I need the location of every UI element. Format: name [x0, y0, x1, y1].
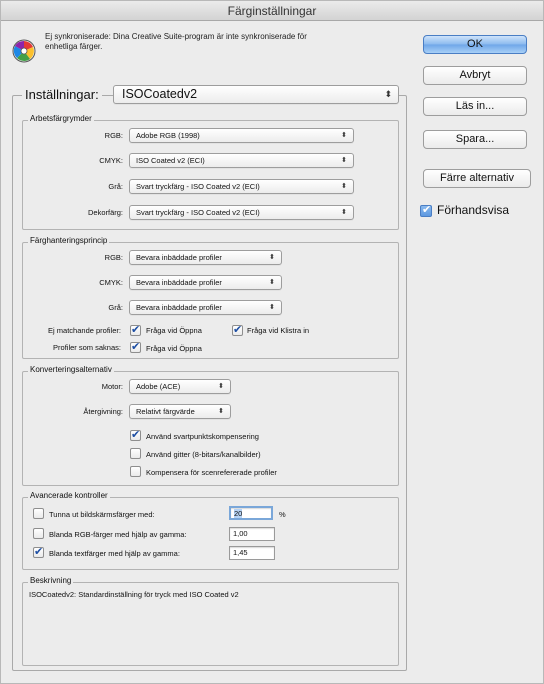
blend-text-label: Blanda textfärger med hjälp av gamma: [49, 549, 180, 558]
blend-text-checkbox[interactable] [33, 547, 44, 558]
popup-arrows-icon: ⬍ [218, 383, 224, 390]
ws-gray-label: Grå: [108, 182, 123, 191]
dither-checkbox[interactable] [130, 448, 141, 459]
ws-gray-select[interactable]: Svart tryckfärg - ISO Coated v2 (ECI) ⬍ [129, 179, 354, 194]
ws-spot-label: Dekorfärg: [87, 208, 123, 217]
working-spaces-title: Arbetsfärgrymder [30, 114, 92, 123]
ws-spot-select[interactable]: Svart tryckfärg - ISO Coated v2 (ECI) ⬍ [129, 205, 354, 220]
popup-arrows-icon: ⬍ [341, 209, 347, 216]
policy-cmyk-select[interactable]: Bevara inbäddade profiler ⬍ [129, 275, 282, 290]
desaturate-checkbox[interactable] [33, 508, 44, 519]
fewer-options-button[interactable]: Färre alternativ [423, 169, 531, 188]
policy-gray-select[interactable]: Bevara inbäddade profiler ⬍ [129, 300, 282, 315]
save-button[interactable]: Spara... [423, 130, 527, 149]
ws-cmyk-label: CMYK: [99, 156, 123, 165]
bpc-label: Använd svartpunktskompensering [146, 432, 259, 441]
preview-label: Förhandsvisa [437, 203, 510, 217]
engine-select[interactable]: Adobe (ACE) ⬍ [129, 379, 231, 394]
description-text: ISOCoatedv2: Standardinställning för tryck med ISO Coated v2 [29, 590, 239, 599]
popup-arrows-icon: ⬍ [269, 279, 275, 286]
popup-arrows-icon: ⬍ [218, 408, 224, 415]
mismatch-ask-paste-label: Fråga vid Klistra in [247, 326, 310, 335]
desaturate-label: Tunna ut bildskärmsfärger med: [49, 510, 155, 519]
policy-rgb-label: RGB: [104, 253, 123, 262]
mismatch-ask-open-label: Fråga vid Öppna [146, 326, 202, 335]
mismatch-ask-paste-checkbox[interactable] [232, 325, 243, 336]
ws-cmyk-select[interactable]: ISO Coated v2 (ECI) ⬍ [129, 153, 354, 168]
load-button[interactable]: Läs in... [423, 97, 527, 116]
popup-arrows-icon: ⬍ [341, 183, 347, 190]
settings-label: Inställningar: [22, 87, 102, 102]
policy-rgb-select[interactable]: Bevara inbäddade profiler ⬍ [129, 250, 282, 265]
ws-rgb-label: RGB: [104, 131, 123, 140]
intent-label: Återgivning: [83, 407, 123, 416]
ws-rgb-select[interactable]: Adobe RGB (1998) ⬍ [129, 128, 354, 143]
description-title: Beskrivning [30, 576, 72, 585]
blend-rgb-input[interactable]: 1,00 [229, 527, 275, 541]
color-sync-icon [12, 39, 36, 63]
window-title: Färginställningar [1, 1, 543, 21]
engine-label: Motor: [101, 382, 123, 391]
sync-message: Ej synkroniserade: Dina Creative Suite-program är inte synkroniserade för enhetliga färger. [45, 32, 307, 51]
blend-text-input[interactable]: 1,45 [229, 546, 275, 560]
ok-button[interactable]: OK [423, 35, 527, 54]
mismatch-ask-open-checkbox[interactable] [130, 325, 141, 336]
dither-label: Använd gitter (8-bitars/kanalbilder) [146, 450, 261, 459]
conversion-title: Konverteringsalternativ [30, 365, 112, 374]
scene-referred-label: Kompensera för scenrefererade profiler [146, 468, 277, 477]
advanced-title: Avancerade kontroller [30, 491, 108, 500]
preview-checkbox[interactable] [420, 205, 432, 217]
popup-arrows-icon: ⬍ [384, 89, 392, 99]
desaturate-input[interactable]: 20 [229, 506, 273, 520]
bpc-checkbox[interactable] [130, 430, 141, 441]
popup-arrows-icon: ⬍ [341, 132, 347, 139]
mismatch-label: Ej matchande profiler: [48, 326, 121, 335]
settings-preset-select[interactable]: ISOCoatedv2 ⬍ [113, 85, 399, 104]
popup-arrows-icon: ⬍ [341, 157, 347, 164]
policy-cmyk-label: CMYK: [99, 278, 123, 287]
missing-ask-open-label: Fråga vid Öppna [146, 344, 202, 353]
blend-rgb-label: Blanda RGB-färger med hjälp av gamma: [49, 530, 187, 539]
desaturate-unit: % [279, 510, 286, 519]
scene-referred-checkbox[interactable] [130, 466, 141, 477]
popup-arrows-icon: ⬍ [269, 254, 275, 261]
missing-ask-open-checkbox[interactable] [130, 342, 141, 353]
policy-gray-label: Grå: [108, 303, 123, 312]
policies-title: Färghanteringsprincip [30, 236, 108, 245]
missing-profiles-label: Profiler som saknas: [53, 343, 121, 352]
cancel-button[interactable]: Avbryt [423, 66, 527, 85]
popup-arrows-icon: ⬍ [269, 304, 275, 311]
intent-select[interactable]: Relativt färgvärde ⬍ [129, 404, 231, 419]
blend-rgb-checkbox[interactable] [33, 528, 44, 539]
